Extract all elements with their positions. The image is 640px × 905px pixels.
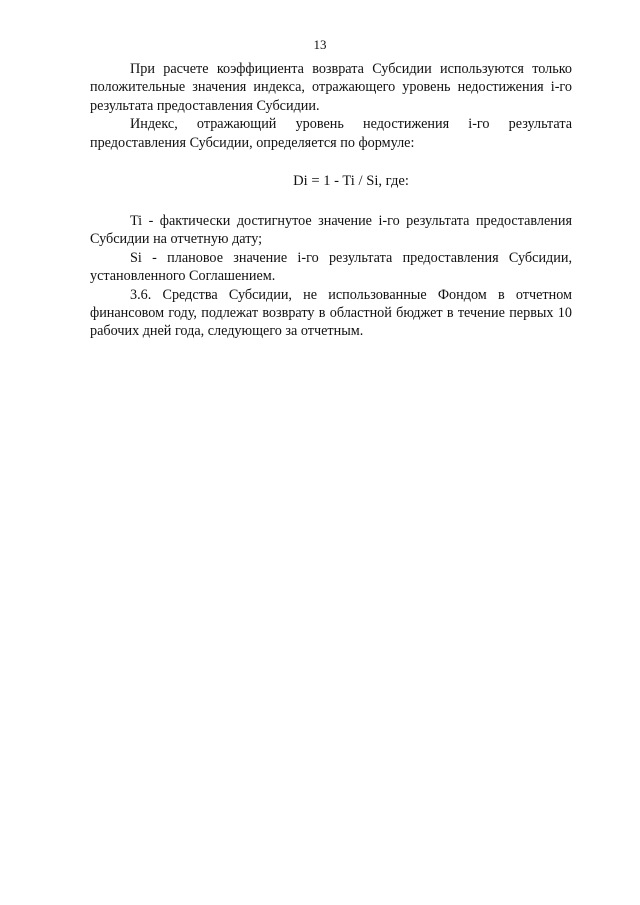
formula-text: Di = 1 - Ti / Si, где: [293,173,409,190]
definition-ti: Ti - фактически достигнутое значение i-го результата предоставления Субсидии на отчетную дату; [90,213,572,248]
paragraph-index-definition: Индекс, отражающий уровень недостижения i-го результата предоставления Субсидии, определяется по формуле: [90,116,572,151]
page-number: 13 [313,37,327,52]
paragraph-return-coefficient: При расчете коэффициента возврата Субсидии используются только положительные значения индекса, отражающего уровень недостижения i-го результата предоставления Субсидии. [90,61,572,114]
definition-si: Si - плановое значение i-го результата предоставления Субсидии, установленного Соглашением. [90,249,572,285]
clause-3-6: 3.6. Средства Субсидии, не использованные Фондом в отчетном финансовом году, подлежат возврату в областной бюджет в течение первых 10 рабочих дней года, следующего за отчетным. [90,286,572,340]
formula [90,172,572,190]
document-body [90,60,572,341]
